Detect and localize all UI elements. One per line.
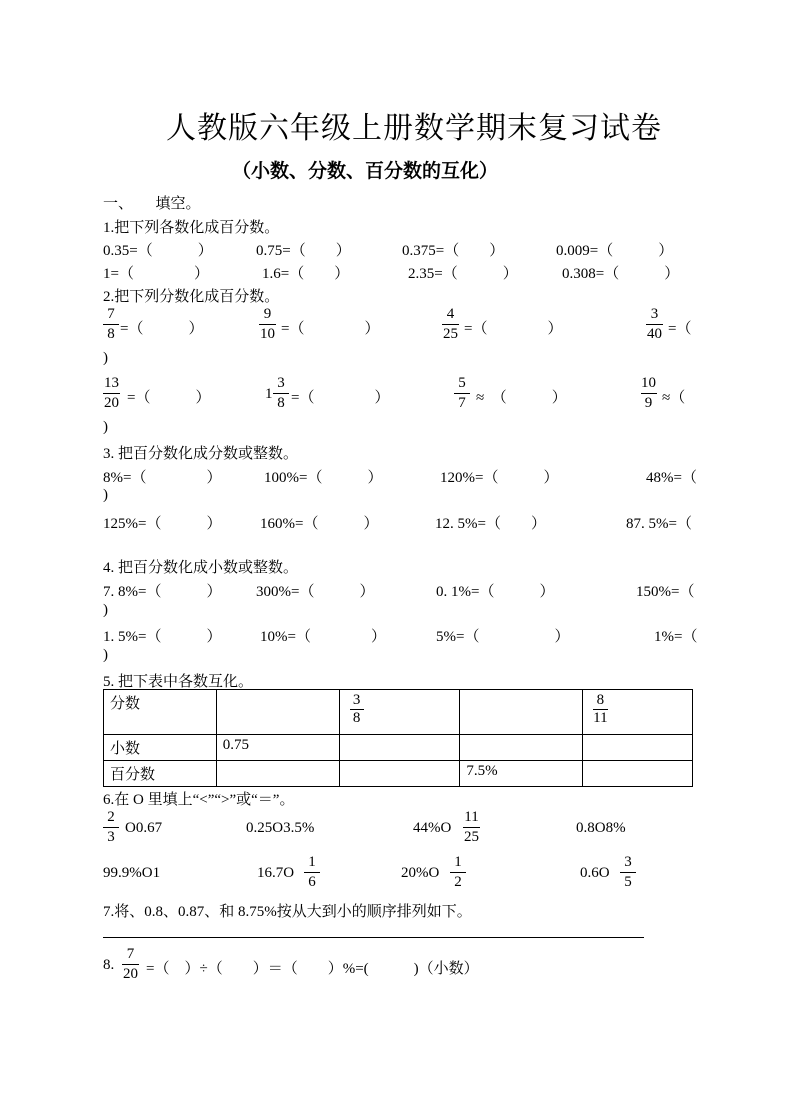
q1-item: 0.009=（ ） [556,243,674,259]
fraction: $\frac{1}{6}$ [304,854,320,891]
q1-item: 0.75=（ ） [256,243,351,259]
q4-item: 300%=（ ） [256,584,375,600]
conversion-table [103,689,693,787]
q1-item: 1.6=（ ） [262,266,350,282]
fraction: $\frac{5}{7}$ [454,375,470,412]
q2-answer: =（ ） [127,390,211,406]
q4-item: 1%=（ [654,629,698,645]
fraction: $\frac{13}{20}$ [104,375,119,411]
q6-heading: 6.在 O 里填上“<”“>”或“＝”。 [103,792,295,808]
q6-item: 0.25O3.5% [246,820,315,836]
fraction: $\frac{7}{20}$ [123,946,138,982]
q3-item: 160%=（ ） [260,516,379,532]
q1-item: 0.35=（ ） [103,243,213,259]
q3-item: 125%=（ ） [103,516,222,532]
q2-answer: =（ ） [281,321,380,337]
fraction: $\frac{2}{3}$ [103,809,119,846]
q6-item: 20%O [401,865,440,881]
q5-heading: 5. 把下表中各数互化。 [103,674,254,690]
table-cell [460,735,583,761]
q4-item: 10%=（ ） [260,629,386,645]
table-cell [216,761,339,787]
q4-heading: 4. 把百分数化成小数或整数。 [103,560,299,576]
fraction: $\frac{9}{10}$ [260,306,275,342]
q3-wrap: ) [103,487,108,503]
q1-item: 0.308=（ ） [562,266,680,282]
fraction: $\frac{3}{8}$ [273,375,289,412]
section-heading: 一、 填空。 [103,196,201,212]
q2-wrap: ) [103,419,108,435]
fraction: $\frac{8}{11}$ [593,692,608,726]
q4-item: 5%=（ ） [436,629,570,645]
q2-answer: =（ ） [120,321,204,337]
q2-answer: =（ ） [464,321,563,337]
q3-heading: 3. 把百分数化成分数或整数。 [103,446,299,462]
q6-item: 44%O [413,820,452,836]
table-row-label: 百分数 [104,761,217,787]
q4-wrap: ) [103,602,108,618]
table-row [104,690,693,735]
q6-item: 0.8O8% [576,820,626,836]
q8-prefix: 8. [103,957,115,973]
answer-line [103,937,644,938]
q2-wrap: ) [103,350,108,366]
q4-item: 7. 8%=（ ） [103,584,222,600]
q3-item: 8%=（ ） [103,470,222,486]
fraction: $\frac{3}{40}$ [647,306,662,342]
q2-answer: ≈（ [662,390,686,406]
q1-item: 1=（ ） [103,266,209,282]
q3-item: 48%=（ [646,470,697,486]
table-row-label: 小数 [104,735,217,761]
table-row [104,761,693,787]
q6-item: O0.67 [125,820,163,836]
q2-answer: =（ [668,321,692,337]
q6-item: 16.7O [257,865,295,881]
q8-answer: =（ ）÷（ ）＝（ ）%=( )（小数） [146,961,479,977]
q1-item: 0.375=（ ） [402,243,505,259]
table-cell [216,690,339,735]
q1-item: 2.35=（ ） [408,266,518,282]
q3-item: 12. 5%=（ ） [435,516,546,532]
table-cell [460,690,583,735]
table-cell [583,735,693,761]
q3-item: 120%=（ ） [440,470,559,486]
fraction: $\frac{3}{8}$ [350,692,364,727]
q4-item: 0. 1%=（ ） [436,584,555,600]
fraction: $\frac{3}{5}$ [620,854,636,891]
fraction: $\frac{1}{2}$ [450,854,466,891]
table-cell [339,735,460,761]
table-cell: 7.5% [460,761,583,787]
fraction: $\frac{10}{9}$ [641,375,656,411]
q3-item: 87. 5%=（ [626,516,692,532]
q6-item: 0.6O [580,865,610,881]
fraction: $\frac{7}{8}$ [103,306,119,343]
q7-heading: 7.将、0.8、0.87、和 8.75%按从大到小的顺序排列如下。 [103,904,472,920]
q4-item: 150%=（ [636,584,695,600]
table-row [104,735,693,761]
table-cell [339,690,460,735]
table-cell [583,761,693,787]
fraction: $\frac{11}{25}$ [464,809,479,845]
q2-answer: =（ ） [291,390,390,406]
q2-answer: ≈ （ ） [476,390,567,406]
q3-item: 100%=（ ） [264,470,383,486]
table-cell [583,690,693,735]
q1-heading: 1.把下列各数化成百分数。 [103,220,280,236]
table-cell [339,761,460,787]
q2-heading: 2.把下列分数化成百分数。 [103,289,280,305]
table-cell: 0.75 [216,735,339,761]
mixed-whole: 1 [265,386,273,402]
page-title: 人教版六年级上册数学期末复习试卷 [166,112,662,145]
fraction: $\frac{4}{25}$ [443,306,458,342]
q4-wrap: ) [103,647,108,663]
table-row-label: 分数 [104,690,217,735]
q6-item: 99.9%O1 [103,865,161,881]
q4-item: 1. 5%=（ ） [103,629,222,645]
page-subtitle: （小数、分数、百分数的互化） [232,161,499,182]
